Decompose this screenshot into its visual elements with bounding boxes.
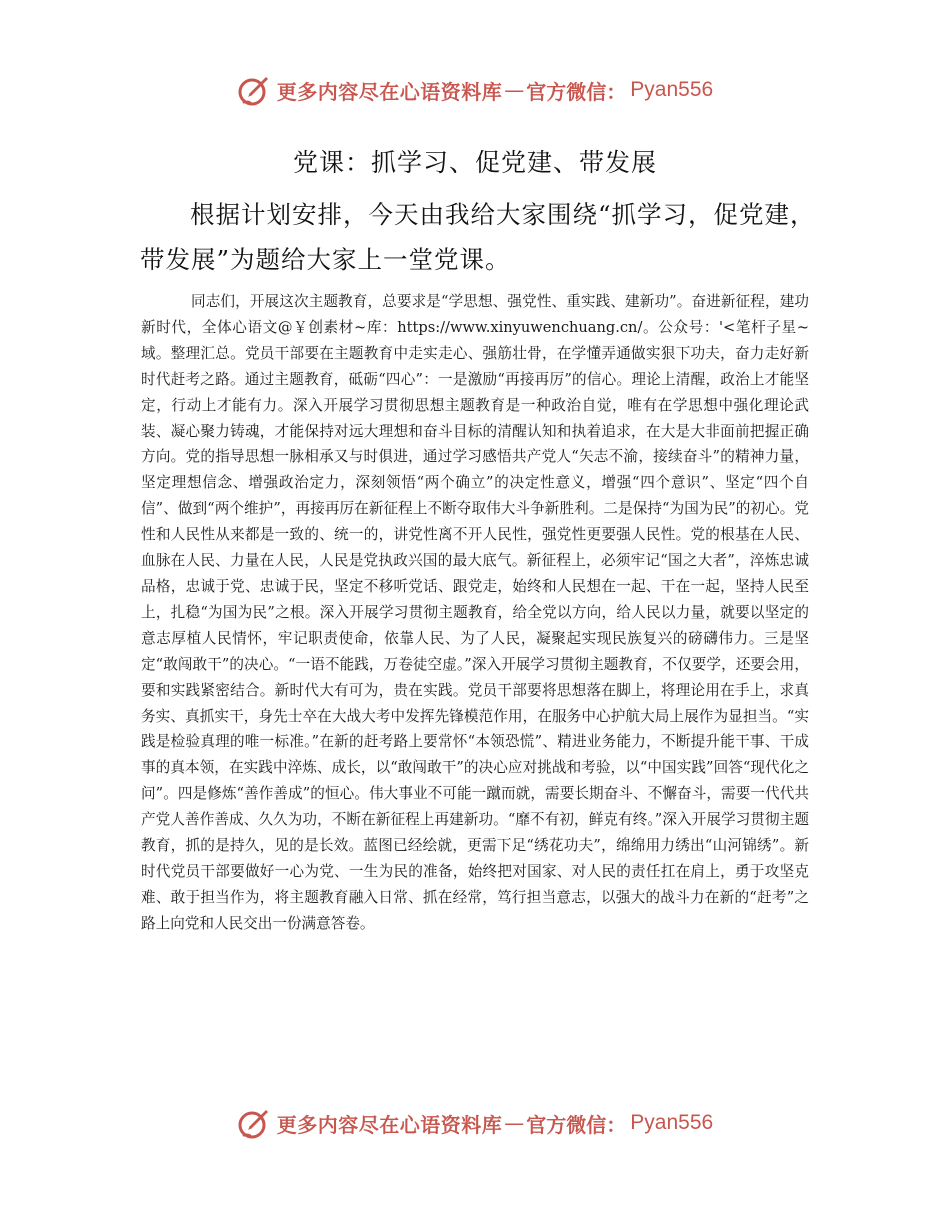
document-title: 党课：抓学习、促党建、带发展 bbox=[292, 148, 657, 177]
quill-pen-logo-icon bbox=[237, 1106, 271, 1140]
banner-wechat-id: Pyan556 bbox=[630, 1111, 714, 1134]
banner-wechat-id: Pyan556 bbox=[630, 78, 714, 101]
quill-pen-logo-icon bbox=[237, 73, 271, 107]
banner-wechat-label: 官方微信： bbox=[526, 1112, 627, 1137]
intro-paragraph: 根据计划安排，今天由我给大家围绕“抓学习，促党建，带发展”为题给大家上一堂党课。 bbox=[140, 200, 816, 274]
banner-separator: — bbox=[504, 78, 525, 102]
banner-text: 更多内容尽在心语资料库 bbox=[276, 1112, 503, 1137]
banner-separator: — bbox=[504, 1111, 525, 1135]
banner-text: 更多内容尽在心语资料库 bbox=[276, 79, 503, 104]
banner-wechat-label: 官方微信： bbox=[526, 79, 627, 104]
footer-banner bbox=[0, 1103, 950, 1143]
body-paragraph: 同志们，开展这次主题教育，总要求是“学思想、强党性、重实践、建新功”。奋进新征程，建功新时代，全体心语文@￥创素材~库：https://www.xinyuwenchuang.cn/。公众号：'<笔杆子星~域。整理汇总。党员干部要在主题教育中走实走心、强筋壮骨，在学懂弄通做实狠下功夫，奋力走好新时代赶考之路。通过主题教育，砥砺“四心”：一是激励“再接再厉”的信心。理论上清醒，政治上才能坚定，行动上才能有力。深入开展学习贯彻思想主题教育是一种政治自觉，唯有在学思想中强化理论武装、凝心聚力铸魂，才能保持对远大理想和奋斗目标的清醒认知和执着追求，在大是大非面前把握正确方向。党的指导思想一脉相承又与时俱进，通过学习感悟共产党人“矢志不渝，接续奋斗”的精神力量，坚定理想信念、增强政治定力，深刻领悟“两个确立”的决定性意义，增强“四个意识”、坚定“四个自信”、做到“两个维护”，再接再厉在新征程上不断夺取伟大斗争新胜利。二是保持“为国为民”的初心。党性和人民性从来都是一致的、统一的，讲党性离不开人民性，强党性更要强人民性。党的根基在人民、血脉在人民、力量在人民，人民是党执政兴国的最大底气。新征程上，必须牢记“国之大者”，淬炼忠诚品格，忠诚于党、忠诚于民，坚定不移听党话、跟党走，始终和人民想在一起、干在一起，坚持人民至上，扎稳“为国为民”之根。深入开展学习贯彻主题教育，给全党以方向，给人民以力量，就要以坚定的意志厚植人民情怀，牢记职责使命，依靠人民、为了人民，凝聚起实现民族复兴的磅礴伟力。三是坚定“敢闯敢干”的决心。“一语不能践，万卷徒空虚。”深入开展学习贯彻主题教育，不仅要学，还要会用，要和实践紧密结合。新时代大有可为，贵在实践。党员干部要将思想落在脚上，将理论用在手上，求真务实、真抓实干，身先士卒在大战大考中发挥先锋模范作用，在服务中心护航大局上展作为显担当。“实践是检验真理的唯一标准。”在新的赶考路上要常怀“本领恐慌”、精进业务能力，不断提升能干事、干成事的真本领，在实践中淬炼、成长，以“敢闯敢干”的决心应对挑战和考验，以“中国实践”回答“现代化之问”。四是修炼“善作善成”的恒心。伟大事业不可能一蹴而就，需要长期奋斗、不懈奋斗，需要一代代共产党人善作善成、久久为功，不断在新征程上再建新功。“靡不有初，鲜克有终。”深入开展学习贯彻主题教育，抓的是持久，见的是长效。蓝图已经绘就，更需下足“绣花功夫”，绵绵用力绣出“山河锦绣”。新时代党员干部要做好一心为党、一生为民的准备，始终把对国家、对人民的责任扛在肩上，勇于攻坚克难、敢于担当作为，将主题教育融入日常、抓在经常，笃行担当意志，以强大的战斗力在新的“赶考”之路上向党和人民交出一份满意答卷。 bbox=[141, 293, 809, 932]
header-banner bbox=[0, 70, 950, 110]
